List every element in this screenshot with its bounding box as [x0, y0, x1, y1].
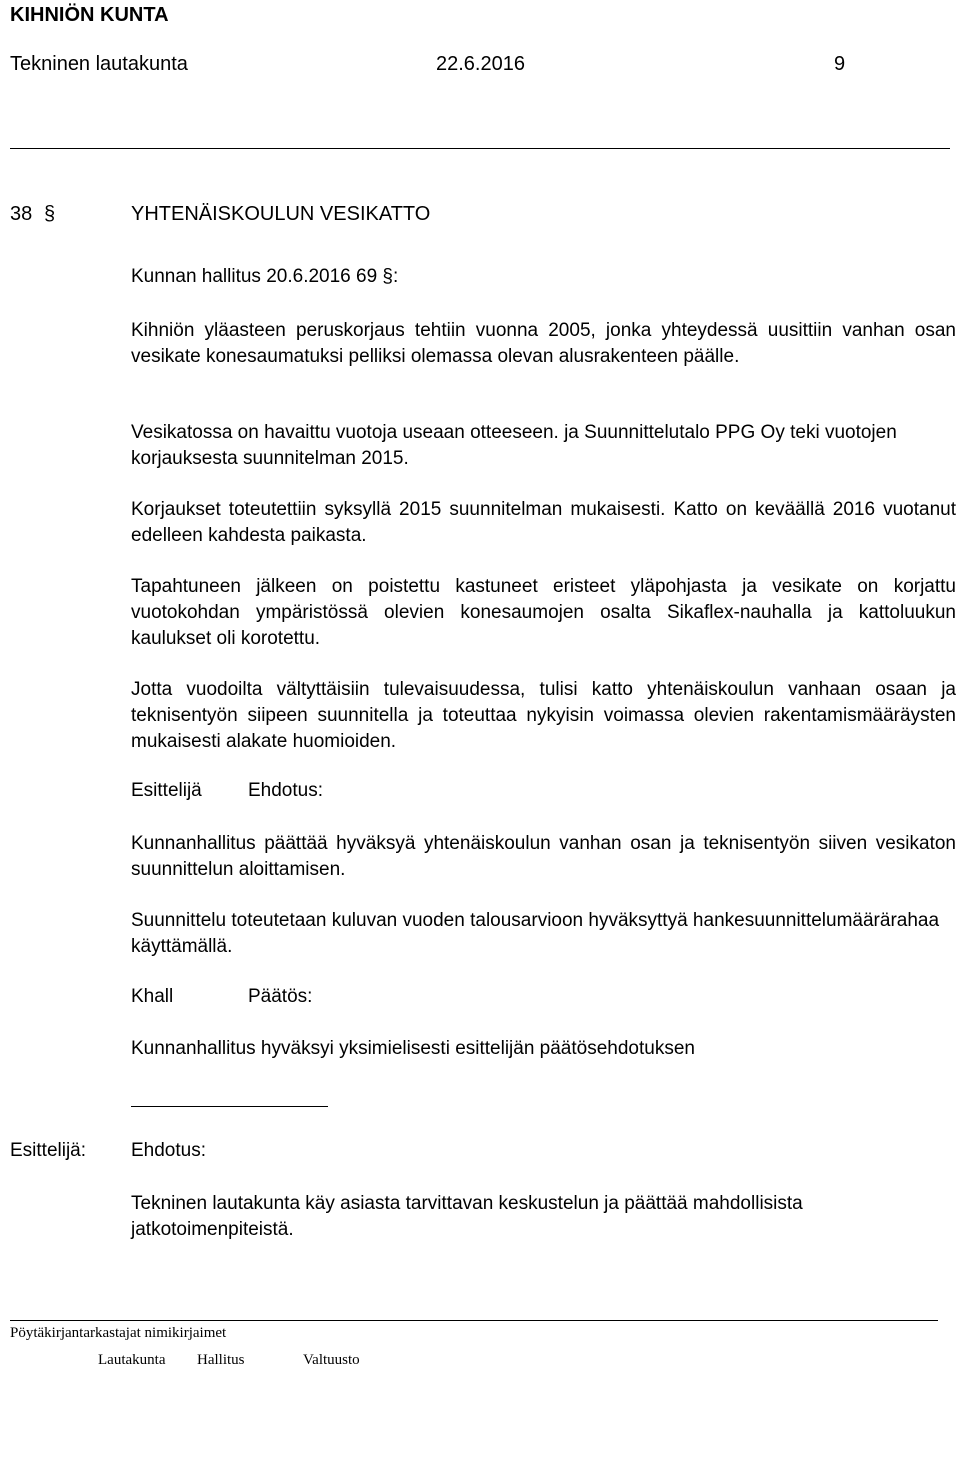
- meeting-date: 22.6.2016: [436, 53, 525, 75]
- decision-text: Kunnanhallitus hyväksyi yksimielisesti esittelijän päätösehdotuksen: [131, 1038, 695, 1059]
- tech-proposal-text: Tekninen lautakunta käy asiasta tarvittavan keskustelun ja päättää mahdollisista jatkotoimenpiteistä.: [131, 1193, 803, 1240]
- proposal-label: Ehdotus:: [248, 780, 323, 801]
- section-number: 38: [10, 203, 33, 225]
- proposal-text-1: Kunnanhallitus päättää hyväksyä yhtenäiskoulun vanhan osan ja teknisentyön siiven vesikaton suunnittelun aloittamisen.: [131, 833, 956, 880]
- paragraph-5: Jotta vuodoilta vältyttäisiin tulevaisuudessa, tulisi katto yhtenäiskoulun vanhaan osaan ja teknisentyön siipeen suunnitella ja toteuttaa nykyisin voimassa olevien rakentamismääräysten mukaisesti alakate huomioiden.: [131, 679, 956, 752]
- signature-line: [131, 1106, 328, 1107]
- footer-title: Pöytäkirjantarkastajat nimikirjaimet: [10, 1325, 227, 1341]
- decision-body: Khall: [131, 986, 174, 1007]
- proposal-text-2: Suunnittelu toteutetaan kuluvan vuoden talousarvioon hyväksyttyä hankesuunnittelumäärärahaa käyttämällä.: [131, 910, 940, 957]
- paragraph-2: Vesikatossa on havaittu vuotoja useaan otteeseen. ja Suunnittelutalo PPG Oy teki vuotojen korjauksesta suunnitelman 2015.: [131, 422, 897, 469]
- footer-col-valtuusto: Valtuusto: [303, 1352, 360, 1368]
- tech-presenter-label: Esittelijä:: [10, 1140, 87, 1161]
- tech-proposal-label: Ehdotus:: [131, 1140, 206, 1161]
- decision-label: Päätös:: [248, 986, 313, 1007]
- header-divider: [10, 148, 950, 149]
- presenter-label: Esittelijä: [131, 780, 202, 801]
- paragraph-1: Kihniön yläasteen peruskorjaus tehtiin vuonna 2005, jonka yhteydessä uusittiin vanhan osan vesikate konesaumatuksi pelliksi olemassa olevan alusrakenteen päälle.: [131, 320, 956, 367]
- footer-col-lautakunta: Lautakunta: [98, 1352, 166, 1368]
- footer-divider: [10, 1320, 938, 1321]
- reference-line: Kunnan hallitus 20.6.2016 69 §:: [131, 266, 399, 287]
- paragraph-4: Tapahtuneen jälkeen on poistettu kastuneet eristeet yläpohjasta ja vesikate on korjattu vuotokohdan ympäristössä olevien konesaumojen osalta Sikaflex-nauhalla ja kattoluukun kaulukset oli korotettu.: [131, 576, 956, 649]
- paragraph-3: Korjaukset toteutettiin syksyllä 2015 suunnitelman mukaisesti. Katto on keväällä 2016 vuotanut edelleen kahdesta paikasta.: [131, 499, 956, 546]
- footer-col-hallitus: Hallitus: [197, 1352, 245, 1368]
- section-title: YHTENÄISKOULUN VESIKATTO: [131, 203, 431, 225]
- section-symbol: §: [44, 203, 56, 225]
- page-number: 9: [834, 53, 846, 75]
- organization-name: KIHNIÖN KUNTA: [10, 4, 169, 26]
- committee-name: Tekninen lautakunta: [10, 53, 188, 75]
